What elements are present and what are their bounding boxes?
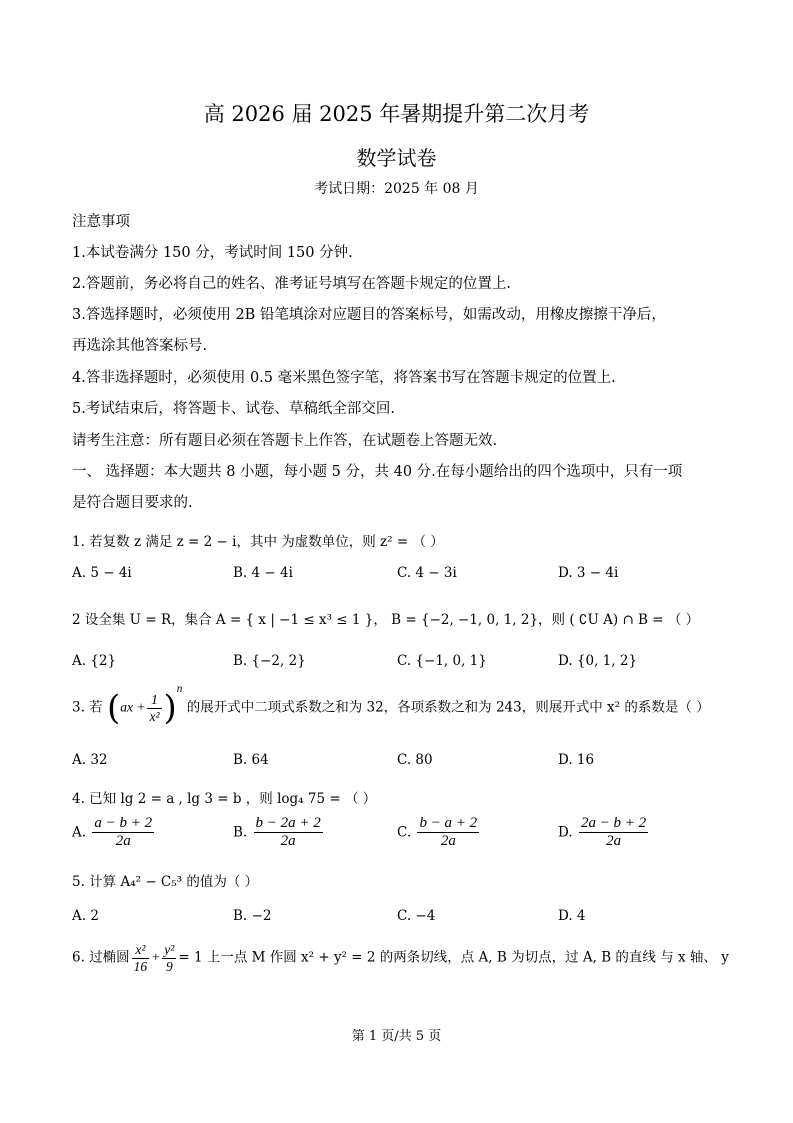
question-6-stem: 6. 过椭圆 $\frac{\text{x²}}{16}$ + $\frac{\text{y²}}{9}$ = 1 上一点 M 作圆 x² + y² = 2 的两条切线，点 A, B 为切点，过 A, B 的直线 与 x 轴、 y	[72, 942, 729, 974]
question-1-option-b: B. 4 − 4i	[233, 565, 293, 581]
question-1-stem: 1. 若复数 z 满足 z = 2 − i，其中 为虚数单位，则 z² = （ ）	[72, 534, 444, 550]
notice-item-3-cont: 再选涂其他答案标号.	[72, 338, 208, 354]
question-1-option-a: A. 5 − 4i	[72, 565, 132, 581]
question-4-option-a: A. $\frac{a - b + 2}{2a}$	[72, 815, 153, 850]
question-3-exponent: n	[176, 683, 183, 695]
question-3-option-b: B. 64	[233, 752, 269, 768]
notice-item-1: 1.本试卷满分 150 分，考试时间 150 分钟.	[72, 245, 353, 261]
question-5-option-a: A. 2	[72, 908, 99, 924]
page-footer: 第 1 页/共 5 页	[351, 1029, 442, 1044]
section1-heading: 一、 选择题：本大题共 8 小题，每小题 5 分，共 40 分.在每小题给出的四个选项中，只有一项	[72, 464, 683, 480]
question-1-option-d: D. 3 − 4i	[558, 565, 619, 581]
question-2-option-b: B. {−2, 2}	[233, 653, 306, 669]
question-5-option-b: B. −2	[233, 908, 272, 924]
question-3-stem-post: 的展开式中二项式系数之和为 32，各项系数之和为 243，则展开式中 x² 的系数是（ ）	[186, 699, 710, 716]
notice-item-4: 4.答非选择题时，必须使用 0.5 毫米黑色签字笔，将答案书写在答题卡规定的位置上.	[72, 370, 616, 386]
question-5-stem: 5. 计算 A₄² − C₅³ 的值为（ ）	[72, 874, 259, 890]
question-2-option-c: C. {−1, 0, 1}	[397, 653, 487, 669]
question-6-stem-pre: 6. 过椭圆	[72, 949, 130, 966]
question-5-option-c: C. −4	[397, 908, 436, 924]
question-4-option-b: B. $\frac{b - 2a + 2}{2a}$	[233, 815, 321, 850]
question-3-option-c: C. 80	[397, 752, 433, 768]
question-3-option-d: D. 16	[558, 752, 595, 768]
question-5-option-d: D. 4	[558, 908, 586, 924]
question-3-stem-pre: 3. 若	[72, 699, 103, 716]
question-2-stem: 2 设全集 U = R，集合 A = { x | −1 ≤ x³ ≤ 1 }， B = {−2, −1, 0, 1, 2}，则 ( ∁U A) ∩ B = （ ）	[72, 612, 700, 628]
question-3-fraction: $\frac{1}{\text{x²}}$	[149, 691, 160, 724]
question-1-option-c: C. 4 − 3i	[397, 565, 457, 581]
notice-item-3: 3.答选择题时，必须使用 2B 铅笔填涂对应题目的答案标号，如需改动，用橡皮擦擦干净后，	[72, 307, 666, 323]
question-6-fraction-x: $\frac{\text{x²}}{16}$	[133, 942, 148, 974]
question-4-option-c: C. $\frac{b - a + 2}{2a}$	[397, 815, 478, 850]
question-6-stem-post: = 1 上一点 M 作圆 x² + y² = 2 的两条切线，点 A, B 为切点，过 A, B 的直线 与 x 轴、 y	[178, 949, 729, 966]
notice-item-5: 5.考试结束后，将答题卡、试卷、草稿纸全部交回.	[72, 401, 395, 417]
exam-title: 高 2026 届 2025 年暑期提升第二次月考	[203, 102, 590, 126]
question-2-option-a: A. {2}	[72, 653, 117, 669]
section1-heading-cont: 是符合题目要求的.	[72, 495, 193, 511]
question-3-option-a: A. 32	[72, 752, 108, 768]
question-4-option-d: D. $\frac{2a - b + 2}{2a}$	[558, 815, 647, 850]
exam-subtitle: 数学试卷	[356, 146, 437, 170]
question-3-expr-left: ax +	[120, 699, 146, 715]
notice-heading: 注意事项	[72, 214, 130, 230]
notice-item-2: 2.答题前，务必将自己的姓名、准考证号填写在答题卡规定的位置上.	[72, 276, 511, 292]
exam-date: 考试日期：2025 年 08 月	[314, 181, 479, 197]
question-6-fraction-y: $\frac{\text{y²}}{9}$	[164, 942, 175, 974]
question-4-stem: 4. 已知 lg 2 = a , lg 3 = b ，则 log₄ 75 = （ ）	[72, 791, 377, 807]
notice-warning: 请考生注意：所有题目必须在答题卡上作答，在试题卷上答题无效.	[72, 433, 498, 449]
question-3-stem: 3. 若 (ax + $\frac{1}{\text{x²}}$ )$^n$ 的展开式中二项式系数之和为 32，各项系数之和为 243，则展开式中 x² 的系数是（ ）	[72, 683, 710, 728]
question-2-option-d: D. {0, 1, 2}	[558, 653, 638, 669]
